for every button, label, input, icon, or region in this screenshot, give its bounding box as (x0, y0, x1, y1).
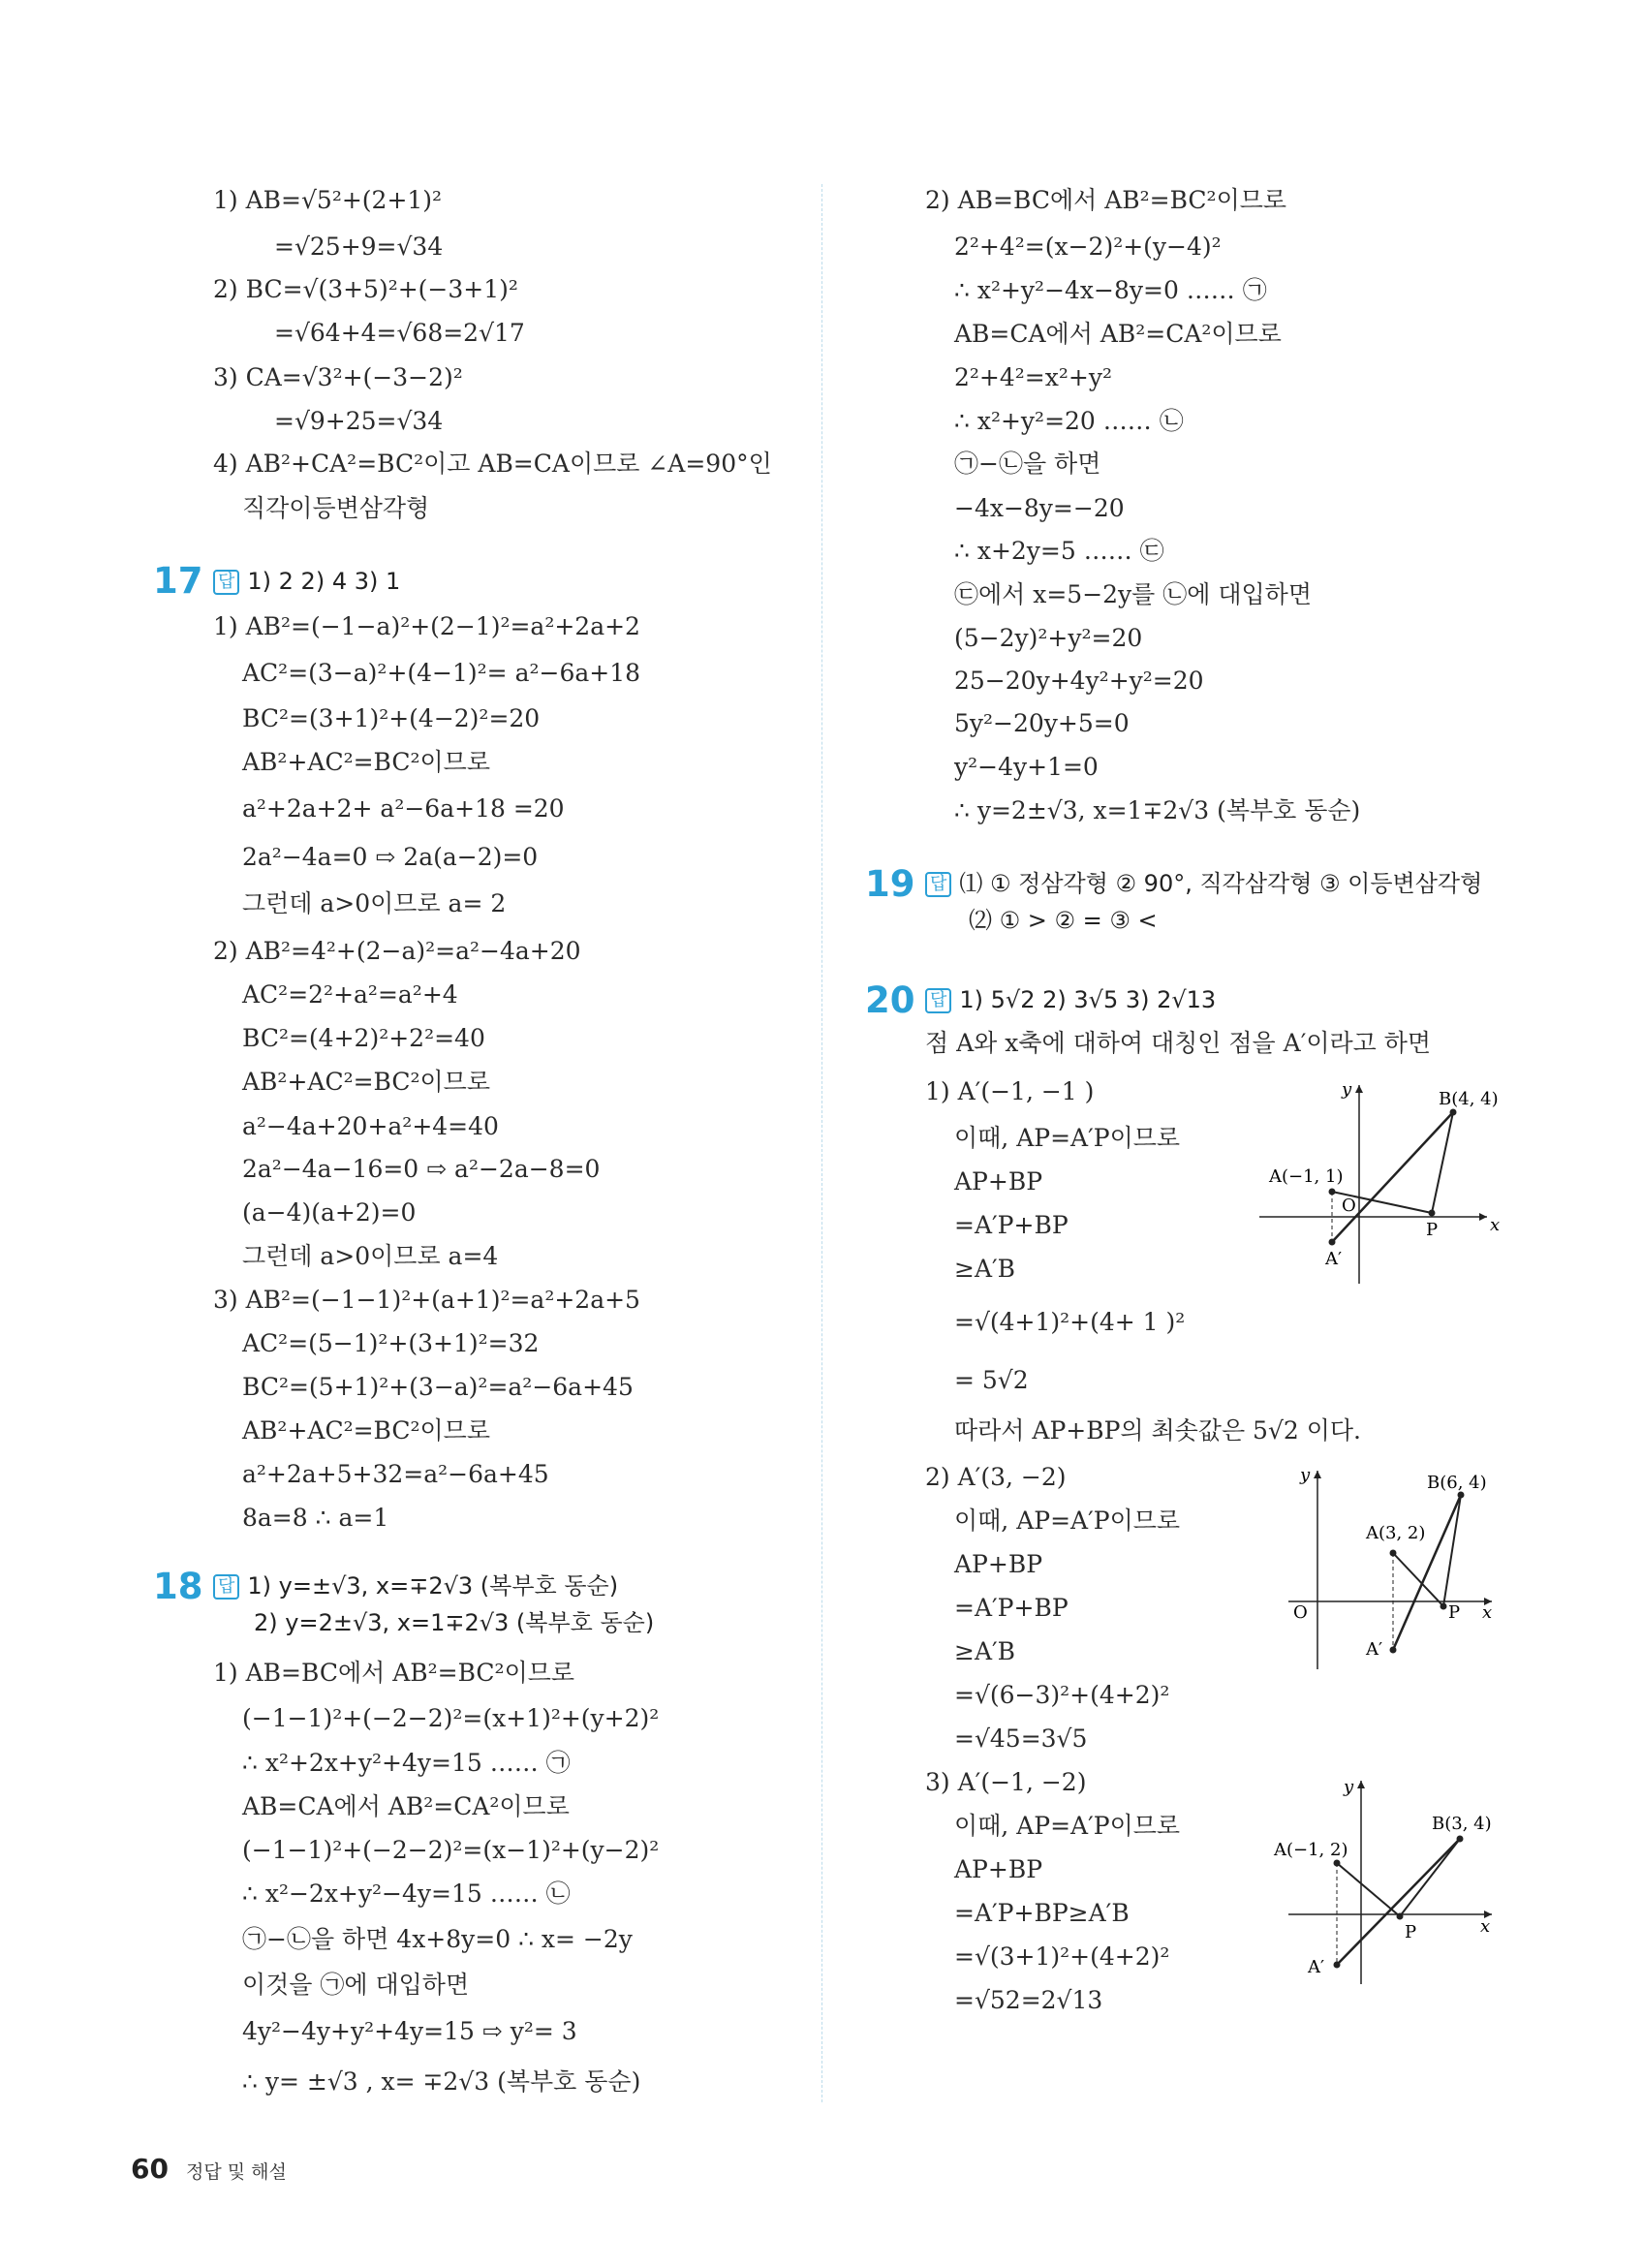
graph-2 (1288, 1461, 1511, 1674)
text-line: AB²+AC²=BC²이므로 (242, 1416, 490, 1445)
text-line: ∴ y=2±√3, x=1∓2√3 (복부호 동순) (954, 796, 1361, 824)
label-P: P (1426, 1220, 1439, 1240)
text-line: ㉢에서 x=5−2y를 ㉡에 대입하면 (954, 580, 1312, 608)
text-line: ≥A′B (954, 1255, 1016, 1283)
text-line: BC²=(5+1)²+(3−a)²=a²−6a+45 (242, 1373, 634, 1401)
text-line: =√(4+1)²+(4+ 1 )² (954, 1308, 1186, 1336)
text-line: AB²+AC²=BC²이므로 (242, 748, 490, 776)
point-A (1329, 1189, 1336, 1196)
text-line: =A′P+BP (954, 1211, 1069, 1239)
arrow-icon (1314, 1471, 1321, 1478)
text-line: 2) AB=BC에서 AB²=BC²이므로 (925, 186, 1287, 214)
text-line: ∴ x²+2x+y²+4y=15 …… ㉠ (242, 1749, 571, 1777)
label-A: A(−1, 1) (1269, 1166, 1344, 1187)
answer-line (925, 983, 1216, 1016)
text-line: ∴ x²+y²−4x−8y=0 …… ㉠ (954, 276, 1267, 304)
segment-BP (1432, 1112, 1453, 1213)
label-A: A(−1, 2) (1274, 1840, 1348, 1860)
answer-text: ⑵ ① > ② = ③ < (969, 907, 1158, 934)
text-line: 이때, AP=A′P이므로 (954, 1124, 1181, 1152)
text-line: 5y²−20y+5=0 (954, 709, 1130, 737)
label-O: O (1342, 1196, 1356, 1216)
point-Ap (1390, 1647, 1397, 1654)
segment-ApB (1393, 1495, 1461, 1650)
label-Ap: A′ (1308, 1957, 1325, 1977)
text-line: 2²+4²=x²+y² (954, 363, 1112, 391)
label-A: A(3, 2) (1366, 1523, 1426, 1543)
segment-BP (1400, 1839, 1460, 1916)
text-line: 1) AB=√5²+(2+1)² (213, 186, 443, 214)
text-line: 1) AB²=(−1−a)²+(2−1)²=a²+2a+2 (213, 612, 640, 640)
arrow-icon (1479, 1213, 1487, 1221)
text-line: 1) A′(−1, −1 ) (925, 1077, 1095, 1105)
segment-AP (1393, 1553, 1443, 1606)
label-y: y (1300, 1465, 1311, 1485)
answer-text: 2) y=2±√3, x=1∓2√3 (복부호 동순) (254, 1609, 655, 1636)
text-line: 2a²−4a=0 ⇨ 2a(a−2)=0 (242, 843, 539, 871)
text-line: 3) A′(−1, −2) (925, 1768, 1087, 1796)
text-line: AC²=(3−a)²+(4−1)²= a²−6a+18 (242, 659, 641, 687)
problem-number: 20 (865, 979, 915, 1021)
label-Ap: A′ (1325, 1249, 1343, 1269)
text-line: a²+2a+5+32=a²−6a+45 (242, 1460, 549, 1488)
text-line: AB=CA에서 AB²=CA²이므로 (242, 1792, 570, 1820)
point-P (1441, 1603, 1447, 1610)
answer-line (213, 565, 400, 598)
text-line: 2) AB²=4²+(2−a)²=a²−4a+20 (213, 937, 581, 965)
text-line: 따라서 AP+BP의 최솟값은 5√2 이다. (954, 1416, 1361, 1445)
point-Ap (1329, 1239, 1336, 1246)
text-line: ∴ y= ±√3 , x= ∓2√3 (복부호 동순) (242, 2067, 641, 2096)
label-Ap: A′ (1366, 1639, 1383, 1660)
point-B (1457, 1836, 1464, 1843)
text-line: 2) BC=√(3+5)²+(−3+1)² (213, 275, 518, 303)
text-line: 직각이등변삼각형 (242, 494, 430, 522)
label-B: B(6, 4) (1427, 1473, 1487, 1493)
text-line: 이때, AP=A′P이므로 (954, 1507, 1181, 1535)
text-line: ㉠−㉡을 하면 4x+8y=0 ∴ x= −2y (242, 1925, 633, 1953)
answer-text: 1) y=±√3, x=∓2√3 (복부호 동순) (247, 1572, 619, 1600)
answer-badge: 답 (213, 1574, 239, 1600)
text-line: 4y²−4y+y²+4y=15 ⇨ y²= 3 (242, 2017, 577, 2045)
problem-number: 19 (865, 863, 915, 905)
segment-ApB (1337, 1839, 1460, 1965)
graph-1 (1259, 1075, 1502, 1289)
column-divider (821, 184, 822, 2102)
text-line: =√(6−3)²+(4+2)² (954, 1681, 1170, 1709)
text-line: 이것을 ㉠에 대입하면 (242, 1971, 470, 1999)
text-line: 8a=8 ∴ a=1 (242, 1504, 389, 1532)
text-line: AP+BP (954, 1167, 1043, 1196)
segment-BP (1443, 1495, 1461, 1606)
text-line: =√9+25=√34 (274, 407, 444, 435)
text-line: 그런데 a>0이므로 a= 2 (242, 889, 507, 917)
text-line: AC²=2²+a²=a²+4 (242, 980, 458, 1009)
arrow-icon (1357, 1781, 1365, 1788)
point-P (1397, 1913, 1404, 1920)
answer-text: 1) 2 2) 4 3) 1 (247, 568, 401, 595)
text-line: 3) AB²=(−1−1)²+(a+1)²=a²+2a+5 (213, 1286, 640, 1314)
answer-line (925, 867, 1482, 900)
label-x: x (1482, 1602, 1493, 1623)
text-line: 2²+4²=(x−2)²+(y−4)² (954, 233, 1222, 261)
label-x: x (1490, 1215, 1501, 1235)
problem-number: 17 (153, 560, 203, 602)
point-Ap (1334, 1962, 1341, 1969)
point-A (1390, 1550, 1397, 1557)
text-line: AP+BP (954, 1550, 1043, 1578)
text-line: ∴ x+2y=5 …… ㉢ (954, 537, 1164, 565)
text-line: (−1−1)²+(−2−2)²=(x−1)²+(y−2)² (242, 1836, 660, 1864)
label-y: y (1342, 1079, 1352, 1100)
text-line: 이때, AP=A′P이므로 (954, 1812, 1181, 1840)
text-line: =√64+4=√68=2√17 (274, 319, 525, 347)
text-line: 4) AB²+CA²=BC²이고 AB=CA이므로 ∠A=90°인 (213, 450, 772, 478)
answer-badge: 답 (925, 988, 951, 1013)
label-x: x (1480, 1916, 1491, 1937)
point-B (1450, 1109, 1457, 1116)
text-line: =A′P+BP (954, 1594, 1069, 1622)
point-P (1429, 1210, 1436, 1217)
text-line: AB²+AC²=BC²이므로 (242, 1068, 490, 1096)
page-number: 60 (131, 2153, 169, 2185)
text-line: =√25+9=√34 (274, 233, 444, 261)
label-O: O (1293, 1602, 1308, 1623)
footer-label: 정답 및 해설 (186, 2161, 287, 2183)
text-line: (a−4)(a+2)=0 (242, 1198, 417, 1227)
label-P: P (1448, 1602, 1461, 1623)
text-line: 25−20y+4y²+y²=20 (954, 667, 1204, 695)
text-line: = 5√2 (954, 1366, 1029, 1394)
text-line: =√45=3√5 (954, 1724, 1088, 1753)
text-line: BC²=(4+2)²+2²=40 (242, 1024, 485, 1052)
text-line: a²−4a+20+a²+4=40 (242, 1112, 499, 1140)
text-line: 2) A′(3, −2) (925, 1463, 1067, 1491)
text-line: ∴ x²−2x+y²−4y=15 …… ㉡ (242, 1880, 571, 1908)
arrow-icon (1355, 1085, 1363, 1093)
text-line: ≥A′B (954, 1637, 1016, 1665)
text-line: =√52=2√13 (954, 1986, 1103, 2014)
text-line: ㉠−㉡을 하면 (954, 450, 1101, 478)
label-y: y (1344, 1777, 1354, 1797)
text-line: =√(3+1)²+(4+2)² (954, 1942, 1170, 1971)
text-line: 2a²−4a−16=0 ⇨ a²−2a−8=0 (242, 1155, 601, 1183)
text-line: −4x−8y=−20 (954, 494, 1125, 522)
text-line: 그런데 a>0이므로 a=4 (242, 1242, 499, 1270)
graph-3 (1269, 1771, 1511, 1994)
label-B: B(3, 4) (1432, 1814, 1492, 1834)
text-line: 점 A와 x축에 대하여 대칭인 점을 A′이라고 하면 (925, 1029, 1432, 1057)
text-line: a²+2a+2+ a²−6a+18 =20 (242, 794, 565, 823)
text-line: y²−4y+1=0 (954, 753, 1099, 781)
text-line: AB=CA에서 AB²=CA²이므로 (954, 320, 1282, 348)
answer-text: ⑴ ① 정삼각형 ② 90°, 직각삼각형 ③ 이등변삼각형 (959, 870, 1483, 897)
point-A (1334, 1860, 1341, 1867)
text-line: (5−2y)²+y²=20 (954, 624, 1143, 652)
answer-line (213, 1569, 618, 1602)
text-line: 1) AB=BC에서 AB²=BC²이므로 (213, 1659, 575, 1687)
text-line: (−1−1)²+(−2−2)²=(x+1)²+(y+2)² (242, 1704, 660, 1732)
text-line: AC²=(5−1)²+(3+1)²=32 (242, 1329, 540, 1357)
answer-badge: 답 (925, 872, 951, 897)
answer-badge: 답 (213, 570, 239, 595)
answer-text: 1) 5√2 2) 3√5 3) 2√13 (959, 986, 1217, 1013)
problem-number: 18 (153, 1566, 203, 1607)
text-line: =A′P+BP≥A′B (954, 1899, 1130, 1927)
text-line: 3) CA=√3²+(−3−2)² (213, 363, 463, 391)
label-B: B(4, 4) (1439, 1089, 1499, 1109)
label-P: P (1405, 1922, 1417, 1942)
text-line: BC²=(3+1)²+(4−2)²=20 (242, 704, 541, 732)
text-line: ∴ x²+y²=20 …… ㉡ (954, 407, 1184, 435)
text-line: AP+BP (954, 1855, 1043, 1883)
